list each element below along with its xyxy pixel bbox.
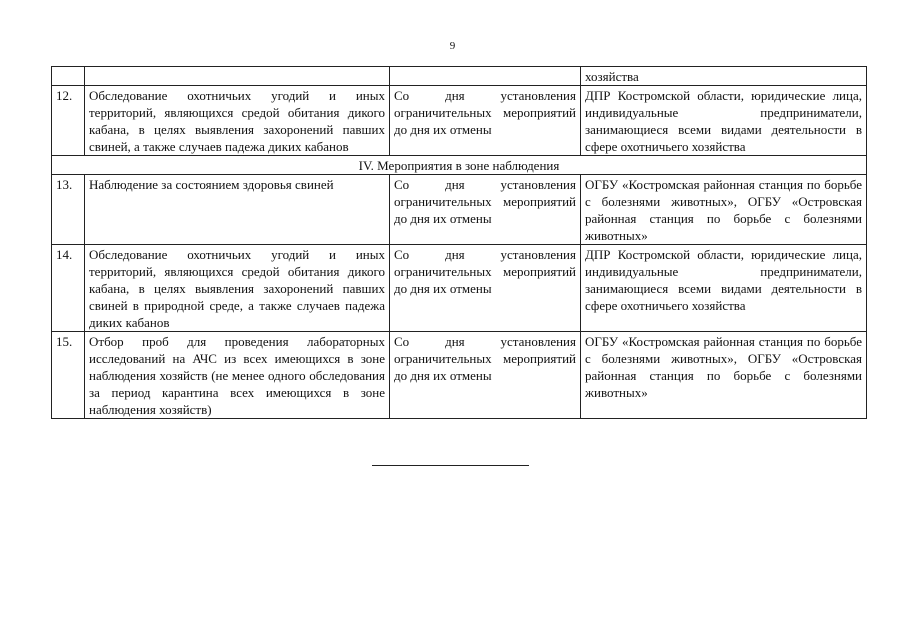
table-row — [52, 175, 867, 245]
closing-divider — [372, 465, 529, 466]
measure-cell: Обследование охотничьих угодий и иных территорий, являющихся средой обитания дикого кабана, в целях выявления захоронений павших свиней в природной среде, а также случаев падежа диких кабанов — [85, 245, 390, 332]
term-cell — [390, 67, 581, 86]
measure-cell: Наблюдение за состоянием здоровья свиней — [85, 175, 390, 245]
measures-table — [51, 66, 867, 419]
responsible-cell: ОГБУ «Костромская районная станция по борьбе с болезнями животных», ОГБУ «Островская районная станция по борьбе с болезнями животных» — [581, 332, 867, 419]
row-number: 12. — [52, 86, 85, 156]
page-number: 9 — [449, 40, 456, 52]
table-body — [52, 67, 867, 419]
term-cell: Со дня установления ограничительных мероприятий до дня их отмены — [390, 245, 581, 332]
row-number — [52, 67, 85, 86]
measure-cell — [85, 67, 390, 86]
responsible-cell: ДПР Костромской области, юридические лица, индивидуальные предприниматели, занимающиеся всеми видами деятельности в сфере охотничьего хозяйства — [581, 86, 867, 156]
row-number: 13. — [52, 175, 85, 245]
row-number: 14. — [52, 245, 85, 332]
table-row-continuation — [52, 67, 867, 86]
measure-cell: Отбор проб для проведения лабораторных исследований на АЧС из всех имеющихся в зоне наблюдения хозяйств (не менее одного обследования за период карантина всех имеющихся в зоне наблюдения хозяйств) — [85, 332, 390, 419]
table-row — [52, 332, 867, 419]
responsible-cell: хозяйства — [581, 67, 867, 86]
table-row — [52, 86, 867, 156]
section-header-row — [52, 156, 867, 175]
section-title: IV. Мероприятия в зоне наблюдения — [52, 156, 867, 175]
row-number: 15. — [52, 332, 85, 419]
term-cell: Со дня установления ограничительных мероприятий до дня их отмены — [390, 175, 581, 245]
table-row — [52, 245, 867, 332]
term-cell: Со дня установления ограничительных мероприятий до дня их отмены — [390, 86, 581, 156]
measure-cell: Обследование охотничьих угодий и иных территорий, являющихся средой обитания дикого кабана, в целях выявления захоронений павших свиней, а также случаев падежа диких кабанов — [85, 86, 390, 156]
responsible-cell: ДПР Костромской области, юридические лица, индивидуальные предприниматели, занимающиеся всеми видами деятельности в сфере охотничьего хозяйства — [581, 245, 867, 332]
responsible-cell: ОГБУ «Костромская районная станция по борьбе с болезнями животных», ОГБУ «Островская районная станция по борьбе с болезнями животных» — [581, 175, 867, 245]
term-cell: Со дня установления ограничительных мероприятий до дня их отмены — [390, 332, 581, 419]
